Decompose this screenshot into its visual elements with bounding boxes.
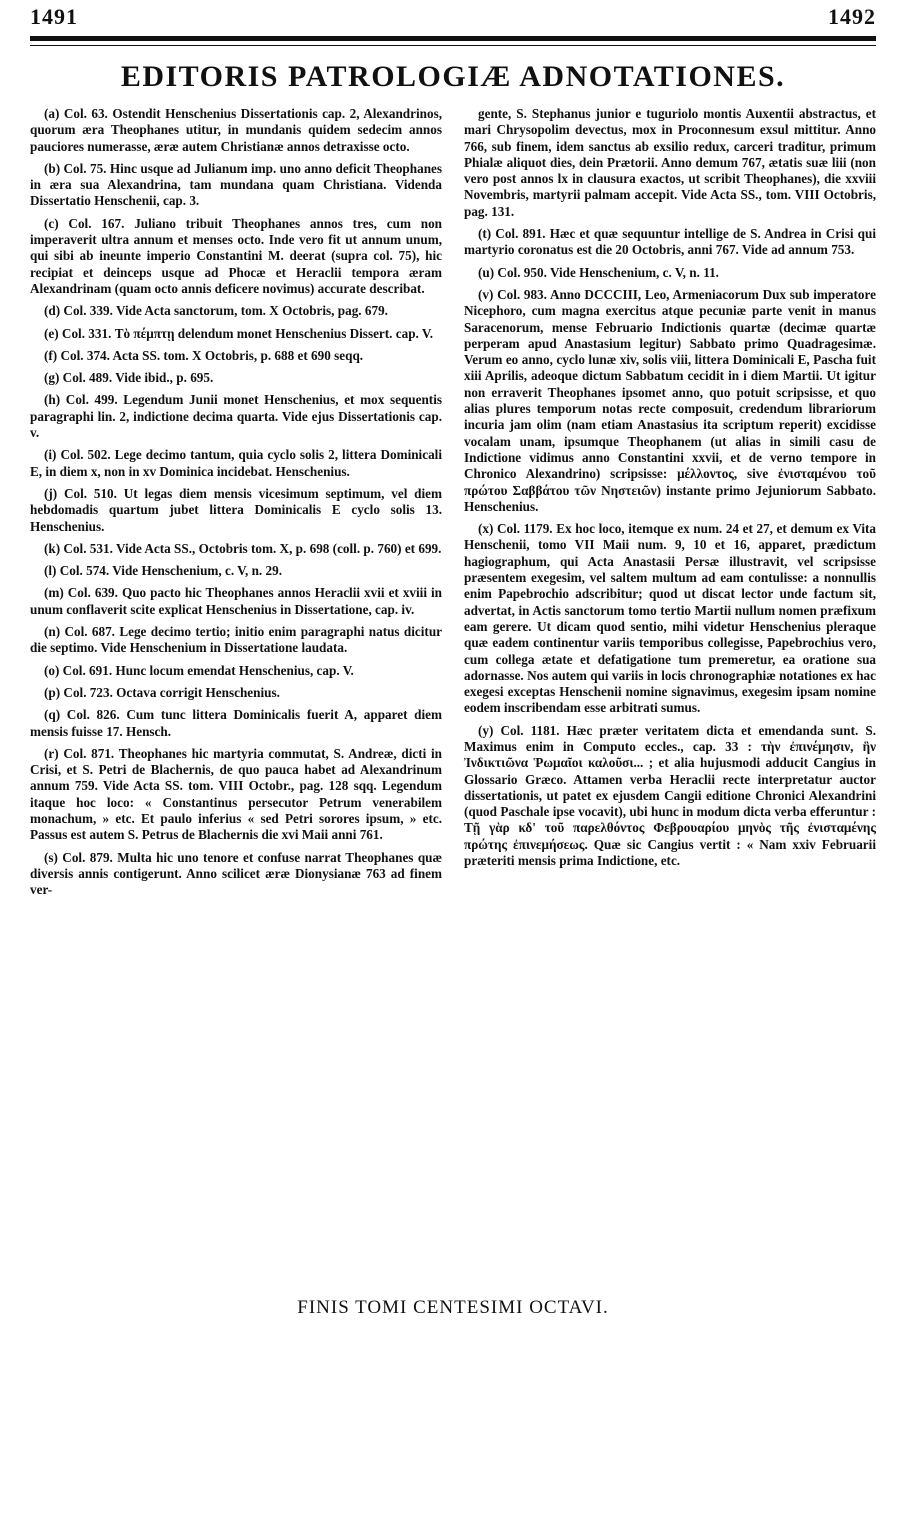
- note-text: Ex hoc loco, itemque ex num. 24 et 27, et demum ex Vita Henschenii, tomo VII Maii num. 9, 10 et 16, apparet, prædictum hagiographum, qui Acta Anastasii Persæ illustravit, vel scripsisse præsentem exegesim, vel saltem multum ad eam contulisse: a nonnullis enim Papebrochio adscribitur; quod ut discat lector unde factum sit, advertat, in Actis sanctorum tomo tertio Martii nullum nomen præfixum eam gerere. Ut dicam quod sentio, mihi videtur Henschenius pleraque quæ eadem continentur variis temporibus collegisse, Papebrochius vero, cum collega ætate et defatigatione tum premeretur, ea oratione sua adornasse. Nos autem qui variis in locis chronographiæ notationes ex hac exegesi exceptas Henschenii nomine signavimus, exegesim ipsam nomine eodem inscribendam esse arbitrati sumus.: [464, 521, 876, 716]
- note-reference: (h) Col. 499.: [44, 392, 118, 408]
- note-text: Ostendit Henschenius Dissertationis cap. 2, Alexandrinos, quorum æra Theophanes utitur, in mundanis quidem sedecim annos pauciores numerasse, æræ autem Christianæ annos detraxisse octo.: [30, 106, 442, 154]
- note-reference: (y) Col. 1181.: [478, 722, 560, 738]
- note-reference: (t) Col. 891.: [478, 226, 546, 242]
- note-reference: (a) Col. 63.: [44, 106, 108, 121]
- note-reference: (b) Col. 75.: [44, 160, 107, 176]
- column-number-right: 1492: [828, 4, 876, 29]
- note-text: Vide Henschenium, c. V, n. 29.: [112, 563, 283, 579]
- note-reference: (g) Col. 489.: [44, 370, 113, 386]
- closing-line: FINIS TOMI CENTESIMI OCTAVI.: [297, 1297, 609, 1318]
- annotation-note: [30, 392, 442, 441]
- note-reference: (l) Col. 574.: [44, 563, 110, 579]
- page-title: EDITORIS PATROLOGIÆ ADNOTATIONES.: [120, 60, 786, 93]
- annotation-note: [464, 287, 876, 515]
- note-text: Acta SS. tom. X Octobris, p. 688 et 690 seqq.: [112, 347, 364, 363]
- annotation-note: [464, 226, 876, 259]
- notes-columns: [30, 106, 876, 1291]
- header-rule-thick: [30, 36, 876, 41]
- annotation-note: [30, 663, 442, 679]
- note-reference: (m) Col. 639.: [44, 585, 118, 601]
- note-text: Hinc usque ad Julianum imp. uno anno deficit Theophanes in æra sua Alexandrina, tam mundana quam Christiana. Videnda Dissertatio Henschenii, cap. 3.: [30, 160, 443, 209]
- note-text: Vide ibid., p. 695.: [115, 370, 214, 386]
- note-text: Lege decimo tertio; initio enim paragraphi natus dicitur die septimo. Vide Henschenium in Dissertatione laudata.: [30, 624, 443, 656]
- annotation-note: [30, 161, 442, 210]
- note-text: Juliano tribuit Theophanes annos tres, cum non imperaverit ultra annum et menses octo. Inde vero fit ut annum unum, qui sibi ab ineunte imperio Constantini M. deerat (supra col. 75), hic recipiat et deinceps usque ad Phocæ et Heraclii tempora æram Alexandrinam (quam octo annis deficere novimus) accurate describat.: [30, 215, 443, 296]
- annotation-note: [30, 624, 442, 657]
- annotation-note: [30, 541, 442, 557]
- annotation-note: [30, 303, 442, 319]
- note-reference: (p) Col. 723.: [44, 684, 113, 700]
- notes-left-column: [30, 106, 442, 904]
- note-reference: (s) Col. 879.: [44, 849, 113, 865]
- annotation-note: [30, 348, 442, 364]
- note-reference: (e) Col. 331.: [44, 325, 112, 341]
- note-text: Quo pacto hic Theophanes annos Heraclii xvii et xviii in unum conflaverit scite explicat Henschenius in Dissertatione, cap. iv.: [30, 585, 442, 617]
- annotation-note: [30, 486, 442, 535]
- note-reference: (q) Col. 826.: [44, 707, 120, 723]
- note-reference: (f) Col. 374.: [44, 347, 110, 363]
- note-reference: (o) Col. 691.: [44, 662, 113, 678]
- note-text: Octava corrigit Henschenius.: [116, 684, 280, 700]
- note-reference: (x) Col. 1179.: [478, 521, 553, 537]
- note-text: Hæc et quæ sequuntur intellige de S. Andrea in Crisi qui martyrio coronatus est die 20 Octobris, anni 767. Vide ad annum 753.: [464, 226, 876, 258]
- note-reference: (j) Col. 510.: [44, 485, 117, 501]
- notes-right-column: [464, 106, 876, 875]
- header-rule-thin: [30, 45, 876, 46]
- note-text: Multa hic uno tenore et confuse narrat Theophanes quæ diversis annis contigerunt. Anno scilicet æræ Dionysianæ 763 ad finem ver-: [30, 849, 443, 898]
- note-reference: (c) Col. 167.: [44, 215, 125, 231]
- note-text: Ut legas diem mensis vicesimum septimum, vel diem hebdomadis quartum jubet littera Dominicalis E cyclo solis 13. Henschenius.: [30, 485, 442, 534]
- note-text: Lege decimo tantum, quia cyclo solis 2, littera Dominicali E, in diem x, non in xv Dominica incidebat. Henschenius.: [30, 447, 442, 479]
- note-text: Cum tunc littera Dominicalis fuerit A, apparet diem mensis fuisse 17. Hensch.: [30, 707, 442, 739]
- note-text: Vide Henschenium, c. V, n. 11.: [549, 264, 719, 280]
- annotation-note: [464, 265, 876, 281]
- note-reference: (u) Col. 950.: [478, 264, 547, 280]
- annotation-note: [464, 521, 876, 717]
- note-text: Τὸ πέμπτῃ delendum monet Henschenius Dissert. cap. V.: [114, 325, 434, 341]
- annotation-note: [464, 106, 876, 220]
- note-text: Hunc locum emendat Henschenius, cap. V.: [115, 662, 354, 678]
- note-reference: (k) Col. 531.: [44, 540, 113, 556]
- note-reference: (r) Col. 871.: [44, 745, 115, 761]
- note-reference: (d) Col. 339.: [44, 303, 113, 319]
- note-text: gente, S. Stephanus junior e tuguriolo montis Auxentii abstractus, et mari Chrysopolim devectus, mox in Proconnesum exsul mittitur. Anno 766, sub finem, idem sanctus ab exsilio redux, carceri traditur, primum Phialæ aliquot dies, dein Prætorii. Anno demum 767, ætatis suæ liii (non vero post annos lx in clausura exactos, ut scribit Theophanes), die xxviii Novembris, martyrii palmam accepit. Vide Acta SS., tom. VIII Octobris, pag. 131.: [464, 106, 876, 219]
- annotation-note: [30, 746, 442, 844]
- note-text: Hæc præter veritatem dicta et emendanda sunt. S. Maximus enim in Computo eccles., cap. 33 : τὴν ἐπινέμησιν, ἣν Ἰνδικτιῶνα Ῥωμαῖοι καλοῦσι... ; et alia hujusmodi adducit Cangius in Glossario Græco. Attamen verba Heraclii recte interpretatur auctor dissertationis, ut patet ex ejusdem Cangii editione Chronici Alexandrini (quod Paschale ipse vocavit), ubi hunc in modum dicta verba efferuntur : Τῇ γὰρ κδ' τοῦ παρελθόντος Φεβρουαρίου μηνὸς τῆς ἐνισταμένης πρώτης ἐπινεμήσεως. Quæ sic Cangius vertit : « Nam xxiv Februarii præteriti mensis prima Indictione, etc.: [464, 722, 876, 869]
- note-text: Anno DCCCIII, Leo, Armeniacorum Dux sub imperatore Nicephoro, cum magna exercitus atque pecuniæ parte venit in manus Saracenorum, mense Februario Indictionis quartæ (decimæ quartæ perperam apud Anastasium legitur) Sabbato primo Quadragesimæ. Verum eo anno, cyclo lunæ xiv, solis viii, littera Dominicali E, Pascha fuit xiii Aprilis, adeoque dictum Sabbatum cecidit in i diem Martii. Ut igitur non erraverit Theophanes ipsomet anno, quo potuit scripsisse, et quo alias plures temporum notas recte composuit, credendum librariorum incuria jam olim (nam etiam Anastasius ita scriptum reperit) excidisse vocalam unam, ipsumque Theophanem (ut alias in simili casu de Indictione vidimus anno Constantini xxvii, et de verno tempore in Chronico Alexandrino) scripsisse: μέλλοντος, sive ἐνισταμένου τοῦ πρώτου Σαββάτου τῶν Νηστειῶν) instante primo Jejuniorum Sabbato. Henschenius.: [464, 286, 876, 514]
- annotation-note: [464, 723, 876, 870]
- annotation-note: [30, 685, 442, 701]
- note-text: Legendum Junii monet Henschenius, et mox sequentis paragraphi lin. 2, indictione decima quarta. Vide ejus Dissertationis cap. v.: [30, 392, 442, 441]
- annotation-note: [30, 370, 442, 386]
- annotation-note: [30, 216, 442, 297]
- note-reference: (n) Col. 687.: [44, 624, 115, 640]
- annotation-note: [30, 850, 442, 899]
- note-reference: (i) Col. 502.: [44, 447, 111, 463]
- annotation-note: [30, 106, 442, 155]
- note-reference: (v) Col. 983.: [478, 286, 547, 302]
- note-text: Vide Acta sanctorum, tom. X Octobris, pag. 679.: [115, 303, 388, 319]
- note-text: Vide Acta SS., Octobris tom. X, p. 698 (coll. p. 760) et 699.: [115, 540, 442, 556]
- annotation-note: [30, 707, 442, 740]
- annotation-note: [30, 563, 442, 579]
- annotation-note: [30, 447, 442, 480]
- annotation-note: [30, 326, 442, 342]
- annotation-note: [30, 585, 442, 618]
- note-text: Theophanes hic martyria commutat, S. Andreæ, dicti in Crisi, et S. Petri de Blachernis, de quo pauca habet ad Alexandrinum annum 759. Vide Acta SS. tom. VIII Octobr., pag. 128 sqq. Legendum itaque hoc loco: « Constantinus persecutor Petrum venerabilem monachum, » etc. Et paulo inferius « sed Petri sorores ipsum, » etc. Passus est autem S. Petrus de Blachernis die xvi Maii anni 761.: [30, 745, 442, 843]
- column-number-left: 1491: [30, 4, 78, 29]
